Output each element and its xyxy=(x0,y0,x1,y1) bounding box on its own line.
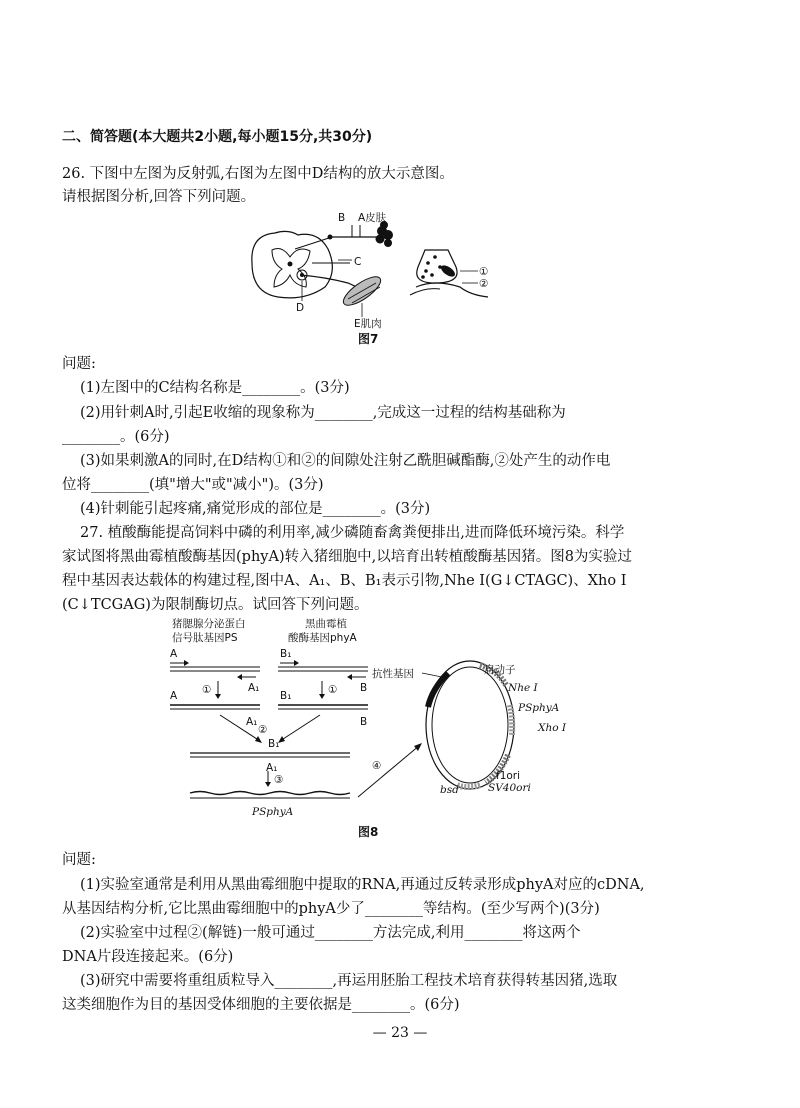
svg-text:A₁: A₁ xyxy=(246,716,258,728)
section-heading: 二、简答题(本大题共2小题,每小题15分,共30分) xyxy=(62,129,373,145)
phya-gene-label-2: 酸酶基因phyA xyxy=(288,632,357,644)
skin-receptor xyxy=(376,221,394,247)
q27-question-1a: (1)实验室通常是利用从黑曲霉细胞中提取的RNA,再通过反转录形成phyA对应的cDNA, xyxy=(80,877,645,893)
synapse-enlargement xyxy=(410,250,488,297)
q27-question-3a: (3)研究中需要将重组质粒导入________,再运用胚胎工程技术培育获得转基因猪,选取 xyxy=(80,973,618,989)
q26-questions-label: 问题: xyxy=(62,356,96,372)
q27-stem-line-1: 27. 植酸酶能提高饲料中磷的利用率,减少磷随畜禽粪便排出,进而降低环境污染。科学 xyxy=(80,525,625,541)
central-canal xyxy=(288,262,293,267)
q27-question-1b: 从基因结构分析,它比黑曲霉细胞中的phyA少了________等结构。(至少写两个)(3分) xyxy=(62,901,600,917)
label-f1ori: f1ori xyxy=(496,770,521,782)
svg-text:①: ① xyxy=(202,684,212,696)
svg-text:B: B xyxy=(360,682,368,694)
q27-stem-line-4: (C↓TCGAG)为限制酶切点。试回答下列问题。 xyxy=(62,597,369,613)
svg-text:A₁: A₁ xyxy=(248,682,260,694)
figure-7-caption: 图7 xyxy=(358,332,379,346)
svg-text:①: ① xyxy=(328,684,338,696)
q26-question-1: (1)左图中的C结构名称是________。(3分) xyxy=(80,380,350,396)
ps-gene-label-1: 猪腮腺分泌蛋白 xyxy=(172,618,246,630)
label-C: C xyxy=(354,256,362,268)
label-D: D xyxy=(296,302,305,314)
label-A: A皮肤 xyxy=(358,212,387,224)
label-2: ② xyxy=(479,278,489,290)
fused-product-label: PSphyA xyxy=(252,806,294,818)
label-sv40: SV40ori xyxy=(488,782,531,794)
label-promoter: 启动子 xyxy=(484,664,516,676)
page-number: — 23 — xyxy=(372,1025,428,1041)
svg-text:A₁: A₁ xyxy=(266,762,278,774)
q27-stem-line-3: 程中基因表达载体的构建过程,图中A、A₁、B、B₁表示引物,Nhe Ⅰ(G↓CTAGC)、Xho Ⅰ xyxy=(62,573,627,589)
label-psphya-plasmid: PSphyA xyxy=(518,702,560,714)
q27-stem-line-2: 家试图将黑曲霉植酸酶基因(phyA)转入猪细胞中,以培育出转植酸酶基因猪。图8为实验过 xyxy=(62,549,632,565)
svg-text:B₁: B₁ xyxy=(280,690,292,702)
svg-text:A: A xyxy=(170,690,178,702)
ps-gene-label-2: 信号肽基因PS xyxy=(172,632,238,644)
svg-text:A: A xyxy=(170,648,178,660)
q26-question-4: (4)针刺能引起疼痛,痛觉形成的部位是________。(3分) xyxy=(80,501,431,517)
q26-question-2a: (2)用针刺A时,引起E收缩的现象称为________,完成这一过程的结构基础称为 xyxy=(80,405,566,421)
figure-8-vector-construction xyxy=(160,615,580,825)
label-B: B xyxy=(338,212,346,224)
phya-gene-label-1: 黑曲霉植 xyxy=(305,618,347,630)
svg-text:④: ④ xyxy=(372,760,382,772)
q26-question-3a: (3)如果刺激A的同时,在D结构①和②的间隙处注射乙酰胆碱酯酶,②处产生的动作电 xyxy=(80,453,611,469)
q26-stem-line-2: 请根据图分析,回答下列问题。 xyxy=(62,189,256,205)
label-E: E肌肉 xyxy=(354,318,382,330)
label-bsd: bsd xyxy=(440,784,459,796)
svg-text:B₁: B₁ xyxy=(268,738,280,750)
gray-matter xyxy=(272,249,310,287)
svg-text:③: ③ xyxy=(274,774,284,786)
label-nhe: Nhe Ⅰ xyxy=(508,682,538,694)
q26-question-3b: 位将________(填"增大"或"减小")。(3分) xyxy=(62,477,324,493)
svg-text:B₁: B₁ xyxy=(280,648,292,660)
q26-stem-line-1: 26. 下图中左图为反射弧,右图为左图中D结构的放大示意图。 xyxy=(62,166,454,182)
q27-question-3b: 这类细胞作为目的基因受体细胞的主要依据是________。(6分) xyxy=(62,997,460,1013)
q27-question-2b: DNA片段连接起来。(6分) xyxy=(62,949,234,965)
figure-8-caption: 图8 xyxy=(358,825,379,839)
svg-text:②: ② xyxy=(258,724,268,736)
svg-text:B: B xyxy=(360,716,368,728)
q26-question-2b: ________。(6分) xyxy=(62,429,170,445)
q27-questions-label: 问题: xyxy=(62,852,96,868)
label-xho: Xho Ⅰ xyxy=(538,722,567,734)
label-1: ① xyxy=(479,266,489,278)
figure-7-reflex-arc xyxy=(230,205,520,340)
q27-question-2a: (2)实验室中过程②(解链)一般可通过________方法完成,利用________将这两个 xyxy=(80,925,581,941)
label-resistance: 抗性基因 xyxy=(372,668,414,680)
